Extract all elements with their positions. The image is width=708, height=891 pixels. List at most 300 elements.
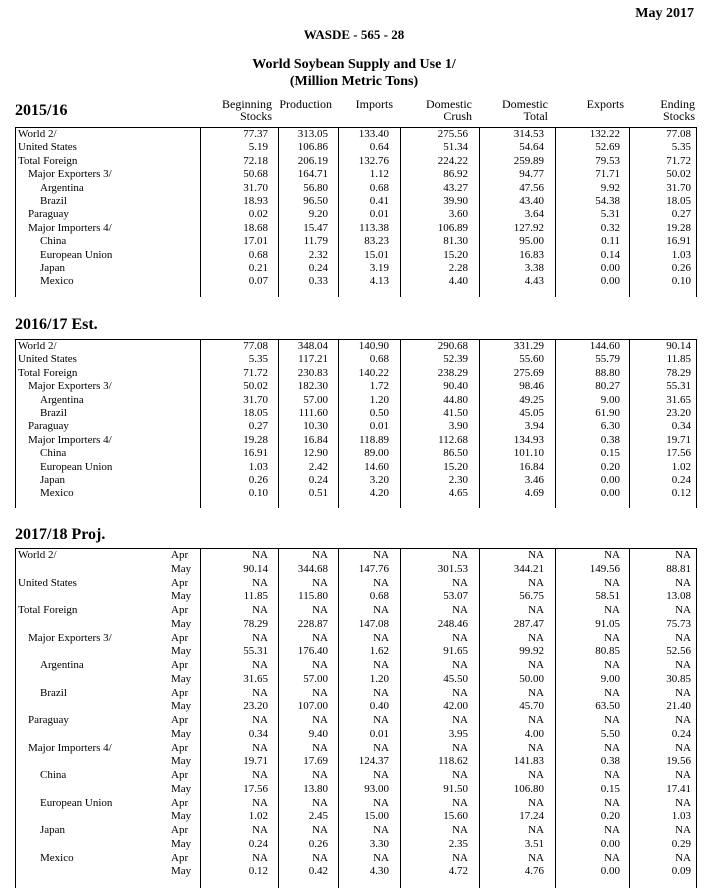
table-cell: 80.27 bbox=[595, 380, 620, 393]
table-cell: 98.46 bbox=[519, 380, 544, 393]
table-cell: 47.56 bbox=[519, 181, 544, 194]
table-cell: 5.35 bbox=[248, 353, 268, 366]
column-header-line: Ending bbox=[660, 97, 695, 111]
column-rule bbox=[629, 127, 630, 297]
column-header bbox=[356, 98, 393, 110]
row-label: China bbox=[40, 769, 67, 781]
row-label: Japan bbox=[40, 824, 66, 836]
table-cell: 52.39 bbox=[443, 353, 468, 366]
table-cell: 31.70 bbox=[243, 181, 268, 194]
row-label: Major Importers 4/ bbox=[28, 433, 112, 446]
table-cell: NA bbox=[252, 549, 268, 561]
table-cell: 0.26 bbox=[248, 474, 268, 486]
table-cell: 71.72 bbox=[243, 366, 268, 379]
report-date: May 2017 bbox=[635, 6, 694, 21]
label-rule bbox=[15, 127, 16, 297]
table-cell: NA bbox=[452, 631, 468, 644]
month-label: Apr bbox=[171, 714, 189, 726]
table-units: (Million Metric Tons) bbox=[289, 74, 419, 89]
column-rule bbox=[629, 548, 630, 888]
table-cell: 1.02 bbox=[248, 810, 268, 823]
table-cell: NA bbox=[528, 741, 544, 754]
table-cell: 9.40 bbox=[308, 727, 328, 740]
table-cell: 0.24 bbox=[671, 474, 691, 486]
table-cell: 3.38 bbox=[524, 262, 544, 274]
table-cell: 0.00 bbox=[600, 487, 620, 500]
table-cell: NA bbox=[252, 824, 268, 836]
column-rule bbox=[479, 127, 480, 297]
column-rule bbox=[200, 127, 201, 297]
table-cell: NA bbox=[373, 741, 389, 754]
month-label: May bbox=[171, 865, 192, 878]
row-label: Brazil bbox=[40, 686, 67, 699]
table-cell: 90.14 bbox=[243, 562, 268, 575]
table-cell: NA bbox=[252, 631, 268, 644]
table-cell: 0.42 bbox=[308, 865, 328, 878]
column-rule bbox=[278, 339, 279, 508]
column-rule bbox=[629, 339, 630, 508]
table-cell: NA bbox=[675, 659, 691, 671]
row-label: World 2/ bbox=[18, 128, 57, 140]
month-label: May bbox=[171, 782, 192, 795]
row-label: Argentina bbox=[40, 181, 84, 194]
table-cell: 52.56 bbox=[666, 645, 691, 658]
row-label: Total Foreign bbox=[18, 604, 78, 616]
table-cell: 57.00 bbox=[303, 672, 328, 685]
table-cell: 56.75 bbox=[519, 590, 544, 603]
table-cell: 0.20 bbox=[600, 460, 620, 473]
table-cell: 0.12 bbox=[248, 865, 268, 878]
table-cell: 16.91 bbox=[666, 235, 691, 248]
table-cell: 63.50 bbox=[595, 700, 620, 713]
row-label: Paraguay bbox=[28, 208, 69, 221]
table-cell: 55.31 bbox=[243, 645, 268, 658]
table-cell: NA bbox=[528, 549, 544, 561]
table-cell: NA bbox=[675, 631, 691, 644]
column-rule bbox=[555, 339, 556, 508]
table-cell: 53.07 bbox=[443, 590, 468, 603]
table-cell: 4.76 bbox=[524, 865, 544, 878]
table-cell: 124.37 bbox=[358, 755, 389, 768]
label-rule bbox=[15, 339, 16, 508]
table-cell: 78.29 bbox=[243, 617, 268, 630]
table-cell: 9.00 bbox=[600, 672, 620, 685]
table-cell: 6.30 bbox=[600, 420, 620, 433]
month-label: May bbox=[171, 755, 192, 768]
table-cell: NA bbox=[604, 741, 620, 754]
table-cell: 23.20 bbox=[243, 700, 268, 713]
row-label: Major Exporters 3/ bbox=[28, 631, 112, 644]
table-cell: NA bbox=[312, 741, 328, 754]
table-cell: 0.14 bbox=[600, 248, 620, 261]
table-cell: 14.60 bbox=[364, 460, 389, 473]
row-label: Paraguay bbox=[28, 714, 69, 726]
row-label: United States bbox=[18, 353, 77, 366]
table-cell: 0.33 bbox=[308, 275, 328, 288]
table-cell: 55.31 bbox=[666, 380, 691, 393]
column-rule bbox=[696, 548, 697, 888]
table-cell: 147.08 bbox=[358, 617, 389, 630]
column-rule bbox=[338, 127, 339, 297]
table-cell: 88.80 bbox=[595, 366, 620, 379]
column-header bbox=[279, 98, 332, 110]
table-cell: 49.25 bbox=[519, 393, 544, 406]
column-rule bbox=[555, 548, 556, 888]
table-cell: 112.68 bbox=[438, 433, 468, 446]
table-cell: NA bbox=[528, 796, 544, 809]
table-cell: NA bbox=[528, 769, 544, 781]
month-label: Apr bbox=[171, 576, 189, 589]
column-rule bbox=[400, 548, 401, 888]
table-cell: 1.02 bbox=[671, 460, 691, 473]
table-cell: 0.29 bbox=[671, 837, 691, 850]
table-cell: NA bbox=[252, 714, 268, 726]
table-cell: 0.24 bbox=[308, 262, 328, 274]
table-cell: 0.00 bbox=[600, 865, 620, 878]
table-cell: 230.83 bbox=[297, 366, 328, 379]
table-cell: 132.22 bbox=[589, 128, 620, 140]
table-cell: 0.38 bbox=[600, 433, 620, 446]
month-label: May bbox=[171, 700, 192, 713]
table-cell: NA bbox=[452, 686, 468, 699]
column-rule bbox=[200, 548, 201, 888]
table-cell: 2.42 bbox=[308, 460, 328, 473]
row-label: Japan bbox=[40, 262, 66, 274]
table-cell: 4.40 bbox=[448, 275, 468, 288]
table-cell: 132.76 bbox=[358, 154, 389, 167]
table-cell: 21.40 bbox=[666, 700, 691, 713]
table-cell: 3.19 bbox=[369, 262, 389, 274]
table-cell: 0.15 bbox=[600, 782, 620, 795]
table-cell: 50.02 bbox=[243, 380, 268, 393]
table-cell: 15.47 bbox=[303, 221, 328, 234]
month-label: May bbox=[171, 645, 192, 658]
table-cell: 31.70 bbox=[666, 181, 691, 194]
column-rule bbox=[555, 127, 556, 297]
table-cell: 54.38 bbox=[595, 195, 620, 207]
table-cell: NA bbox=[528, 604, 544, 616]
table-cell: NA bbox=[604, 576, 620, 589]
table-cell: 15.00 bbox=[364, 810, 389, 823]
table-cell: 0.15 bbox=[600, 447, 620, 460]
table-cell: 2.45 bbox=[308, 810, 328, 823]
row-label: Paraguay bbox=[28, 420, 69, 433]
table-cell: NA bbox=[373, 686, 389, 699]
table-cell: 2.28 bbox=[448, 262, 468, 274]
table-cell: 147.76 bbox=[358, 562, 389, 575]
table-cell: 17.24 bbox=[519, 810, 544, 823]
label-rule bbox=[15, 548, 16, 888]
column-rule bbox=[400, 127, 401, 297]
table-cell: 81.30 bbox=[443, 235, 468, 248]
table-cell: NA bbox=[452, 824, 468, 836]
table-cell: 4.00 bbox=[524, 727, 544, 740]
month-label: Apr bbox=[171, 659, 189, 671]
table-cell: 31.65 bbox=[666, 393, 691, 406]
table-cell: 275.56 bbox=[437, 128, 468, 140]
table-cell: NA bbox=[373, 824, 389, 836]
table-cell: 72.18 bbox=[243, 154, 268, 167]
table-cell: NA bbox=[373, 604, 389, 616]
table-cell: NA bbox=[675, 851, 691, 864]
table-cell: 133.40 bbox=[358, 128, 389, 140]
table-cell: 43.27 bbox=[443, 181, 468, 194]
table-cell: 0.27 bbox=[248, 420, 268, 433]
row-label: World 2/ bbox=[18, 549, 57, 561]
table-cell: 0.00 bbox=[600, 275, 620, 288]
table-cell: 91.65 bbox=[443, 645, 468, 658]
table-cell: 19.71 bbox=[243, 755, 268, 768]
table-cell: NA bbox=[452, 796, 468, 809]
table-cell: 56.80 bbox=[303, 181, 328, 194]
column-rule bbox=[278, 548, 279, 888]
table-cell: NA bbox=[675, 796, 691, 809]
table-cell: 18.05 bbox=[243, 407, 268, 419]
table-cell: 275.69 bbox=[513, 366, 544, 379]
table-cell: NA bbox=[312, 714, 328, 726]
table-cell: NA bbox=[675, 549, 691, 561]
column-header bbox=[222, 98, 272, 122]
row-label: European Union bbox=[40, 796, 113, 809]
table-cell: 5.50 bbox=[600, 727, 620, 740]
table-cell: 55.60 bbox=[519, 353, 544, 366]
table-cell: 290.68 bbox=[437, 340, 468, 352]
table-cell: 134.93 bbox=[513, 433, 544, 446]
table-cell: 1.72 bbox=[369, 380, 389, 393]
table-cell: NA bbox=[252, 686, 268, 699]
table-cell: 15.20 bbox=[443, 248, 468, 261]
table-cell: 0.26 bbox=[308, 837, 328, 850]
month-label: May bbox=[171, 727, 192, 740]
table-cell: 9.00 bbox=[600, 393, 620, 406]
table-cell: 140.22 bbox=[358, 366, 389, 379]
table-cell: 93.00 bbox=[364, 782, 389, 795]
table-cell: 4.20 bbox=[369, 487, 389, 500]
row-label: Major Importers 4/ bbox=[28, 741, 112, 754]
table-cell: NA bbox=[675, 824, 691, 836]
column-header-line: Stocks bbox=[662, 109, 695, 123]
table-cell: 79.53 bbox=[595, 154, 620, 167]
table-cell: 18.93 bbox=[243, 195, 268, 207]
table-cell: NA bbox=[452, 659, 468, 671]
table-cell: NA bbox=[312, 824, 328, 836]
table-cell: 44.80 bbox=[443, 393, 468, 406]
table-cell: 17.41 bbox=[666, 782, 691, 795]
table-cell: NA bbox=[373, 714, 389, 726]
table-cell: 88.81 bbox=[666, 562, 691, 575]
table-cell: 1.20 bbox=[369, 672, 389, 685]
month-label: Apr bbox=[171, 604, 189, 616]
table-cell: NA bbox=[312, 769, 328, 781]
table-cell: 0.27 bbox=[671, 208, 691, 221]
month-label: May bbox=[171, 617, 192, 630]
table-cell: 15.60 bbox=[443, 810, 468, 823]
table-cell: NA bbox=[452, 604, 468, 616]
table-cell: 0.68 bbox=[369, 181, 389, 194]
column-rule bbox=[479, 339, 480, 508]
table-cell: 287.47 bbox=[513, 617, 544, 630]
table-cell: NA bbox=[373, 576, 389, 589]
table-cell: 91.50 bbox=[443, 782, 468, 795]
table-cell: NA bbox=[604, 769, 620, 781]
table-cell: 75.73 bbox=[666, 617, 691, 630]
table-cell: 106.86 bbox=[297, 141, 328, 154]
table-cell: 89.00 bbox=[364, 447, 389, 460]
table-cell: 4.72 bbox=[448, 865, 468, 878]
row-label: China bbox=[40, 447, 67, 460]
table-cell: NA bbox=[675, 604, 691, 616]
row-label: World 2/ bbox=[18, 340, 57, 352]
table-cell: NA bbox=[373, 796, 389, 809]
table-cell: 17.56 bbox=[243, 782, 268, 795]
table-cell: 0.38 bbox=[600, 755, 620, 768]
table-cell: 164.71 bbox=[297, 168, 328, 181]
table-cell: 94.77 bbox=[519, 168, 544, 181]
table-cell: NA bbox=[452, 741, 468, 754]
table-cell: 90.40 bbox=[443, 380, 468, 393]
row-label: Argentina bbox=[40, 393, 84, 406]
table-cell: 149.56 bbox=[589, 562, 620, 575]
table-cell: NA bbox=[373, 851, 389, 864]
table-cell: 117.21 bbox=[298, 353, 328, 366]
row-label: Brazil bbox=[40, 195, 67, 207]
table-cell: 314.53 bbox=[513, 128, 544, 140]
table-cell: NA bbox=[528, 851, 544, 864]
month-label: Apr bbox=[171, 824, 189, 836]
table-cell: NA bbox=[252, 769, 268, 781]
column-header bbox=[426, 98, 472, 122]
table-cell: 0.68 bbox=[248, 248, 268, 261]
table-cell: NA bbox=[604, 631, 620, 644]
table-cell: 43.40 bbox=[519, 195, 544, 207]
table-cell: 0.41 bbox=[369, 195, 389, 207]
table-cell: 0.68 bbox=[369, 590, 389, 603]
column-header-line: Total bbox=[523, 109, 548, 123]
row-label: Major Importers 4/ bbox=[28, 221, 112, 234]
table-cell: 31.70 bbox=[243, 393, 268, 406]
table-cell: 3.30 bbox=[369, 837, 389, 850]
table-cell: 15.20 bbox=[443, 460, 468, 473]
table-cell: 57.00 bbox=[303, 393, 328, 406]
column-header-line: Beginning bbox=[222, 97, 272, 111]
row-label: Mexico bbox=[40, 275, 74, 288]
table-cell: NA bbox=[312, 631, 328, 644]
table-cell: 1.62 bbox=[369, 645, 389, 658]
row-label: Japan bbox=[40, 474, 66, 486]
table-cell: 4.65 bbox=[448, 487, 468, 500]
month-label: Apr bbox=[171, 851, 189, 864]
table-cell: 0.34 bbox=[671, 420, 691, 433]
table-cell: 19.28 bbox=[666, 221, 691, 234]
row-label: Major Exporters 3/ bbox=[28, 168, 112, 181]
table-cell: 30.85 bbox=[666, 672, 691, 685]
row-label: Brazil bbox=[40, 407, 67, 419]
table-cell: 5.19 bbox=[248, 141, 268, 154]
table-cell: NA bbox=[252, 659, 268, 671]
table-cell: NA bbox=[252, 576, 268, 589]
month-label: May bbox=[171, 810, 192, 823]
table-cell: 80.85 bbox=[595, 645, 620, 658]
table-cell: NA bbox=[604, 686, 620, 699]
table-cell: 31.65 bbox=[243, 672, 268, 685]
column-header-line: Domestic bbox=[502, 97, 548, 111]
table-cell: 0.00 bbox=[600, 474, 620, 486]
table-cell: 1.12 bbox=[369, 168, 389, 181]
table-cell: NA bbox=[528, 576, 544, 589]
report-id: WASDE - 565 - 28 bbox=[303, 27, 405, 42]
table-cell: 77.37 bbox=[243, 128, 268, 140]
table-cell: NA bbox=[675, 576, 691, 589]
table-cell: 13.80 bbox=[303, 782, 328, 795]
table-cell: 3.46 bbox=[524, 474, 544, 486]
table-cell: 182.30 bbox=[297, 380, 328, 393]
table-cell: 83.23 bbox=[364, 235, 389, 248]
table-cell: 55.79 bbox=[595, 353, 620, 366]
table-cell: 4.69 bbox=[524, 487, 544, 500]
table-cell: 0.64 bbox=[369, 141, 389, 154]
row-label: European Union bbox=[40, 460, 113, 473]
row-label: Mexico bbox=[40, 487, 74, 500]
table-cell: 58.51 bbox=[595, 590, 620, 603]
table-cell: 2.30 bbox=[448, 474, 468, 486]
table-cell: 348.04 bbox=[297, 340, 328, 352]
table-cell: 331.29 bbox=[513, 340, 544, 352]
table-cell: NA bbox=[528, 686, 544, 699]
section-title: 2017/18 Proj. bbox=[15, 526, 106, 543]
table-cell: 344.68 bbox=[297, 562, 328, 575]
table-cell: 206.19 bbox=[297, 154, 328, 167]
table-cell: 301.53 bbox=[437, 562, 468, 575]
table-cell: 4.43 bbox=[524, 275, 544, 288]
table-cell: NA bbox=[312, 659, 328, 671]
table-cell: 86.50 bbox=[443, 447, 468, 460]
table-cell: 19.56 bbox=[666, 755, 691, 768]
table-cell: 45.05 bbox=[519, 407, 544, 419]
table-cell: NA bbox=[312, 604, 328, 616]
table-cell: 4.13 bbox=[369, 275, 389, 288]
column-rule bbox=[338, 548, 339, 888]
table-cell: 3.90 bbox=[448, 420, 468, 433]
table-cell: 0.10 bbox=[248, 487, 268, 500]
table-cell: 45.70 bbox=[519, 700, 544, 713]
month-label: May bbox=[171, 837, 192, 850]
month-label: Apr bbox=[171, 741, 189, 754]
table-cell: 15.01 bbox=[364, 248, 389, 261]
table-cell: 41.50 bbox=[443, 407, 468, 419]
table-cell: 91.05 bbox=[595, 617, 620, 630]
table-cell: 5.35 bbox=[671, 141, 691, 154]
table-cell: NA bbox=[528, 714, 544, 726]
table-cell: NA bbox=[373, 769, 389, 781]
table-cell: NA bbox=[528, 659, 544, 671]
table-cell: 2.32 bbox=[308, 248, 328, 261]
column-rule bbox=[479, 548, 480, 888]
table-cell: 3.60 bbox=[448, 208, 468, 221]
table-cell: 50.02 bbox=[666, 168, 691, 181]
table-cell: 9.92 bbox=[600, 181, 620, 194]
column-rule bbox=[400, 339, 401, 508]
table-cell: 0.40 bbox=[369, 700, 389, 713]
table-cell: 99.92 bbox=[519, 645, 544, 658]
table-cell: 9.20 bbox=[308, 208, 328, 221]
column-rule bbox=[696, 127, 697, 297]
row-label: Argentina bbox=[40, 659, 84, 671]
table-title: World Soybean Supply and Use 1/ bbox=[252, 57, 456, 72]
table-cell: NA bbox=[373, 631, 389, 644]
table-cell: 0.24 bbox=[671, 727, 691, 740]
table-cell: 344.21 bbox=[513, 562, 544, 575]
table-cell: 11.85 bbox=[666, 353, 691, 366]
